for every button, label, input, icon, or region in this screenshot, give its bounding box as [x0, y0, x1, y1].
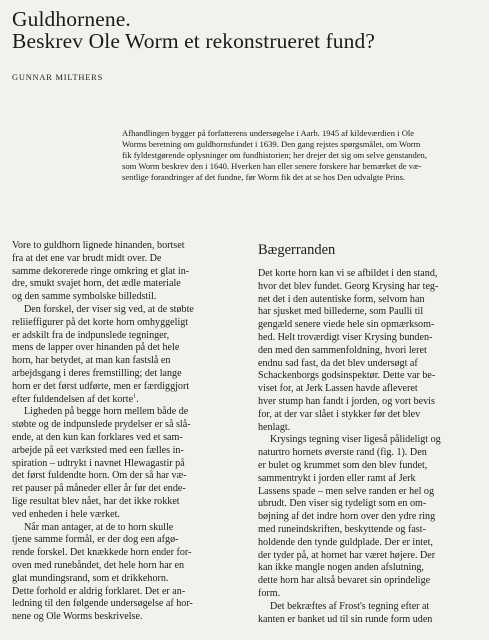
- text-line: viset for, at Jerk Lassen havde afleveret: [258, 383, 418, 395]
- text-line: med runeindskriften, beskyttende og fast-: [258, 523, 426, 535]
- text-line: rende forskel. Det knækkede horn ender for-: [12, 547, 192, 559]
- text-line: og den samme symbolske billedstil.: [12, 291, 157, 303]
- abstract-line: Worms beretning om guldhornsfundet i 1639. Den gang rejstes spørgsmålet, om Worm: [122, 139, 421, 149]
- text-line: net det i den autentiske form, selvom han: [258, 293, 425, 305]
- text-line: sammentrykt i jorden eller ramt af Jerk: [258, 472, 416, 484]
- text-line: den med den sammenfoldning, hvori leret: [258, 344, 427, 356]
- text-line: gengæld senere viede hele sin opmærksom-: [258, 319, 435, 331]
- title-line-2: Beskrev Ole Worm et rekonstrueret fund?: [12, 29, 375, 53]
- paragraph: [258, 268, 484, 434]
- text-line: Det bekræftes af Frost's tegning efter at: [270, 600, 430, 612]
- text-line: kanten er banket ud til sin runde form uden: [258, 613, 433, 625]
- text-line: Det korte horn kan vi se afbildet i den stand,: [258, 268, 438, 279]
- text-line: Krysings tegning viser ligeså pålideligt og: [270, 434, 441, 446]
- abstract-line: fik fyldestgørende oplysninger om fundhistorien; her drejer det sig om selve genstanden,: [122, 150, 428, 160]
- text-line: Vore to guldhorn lignede hinanden, bortset: [12, 240, 185, 251]
- text-line: holdende den tynde guldplade. Der er intet,: [258, 536, 433, 548]
- text-line: nene og Ole Worms beskrivelse.: [12, 611, 143, 623]
- text-line: horn, har betydet, at man kan fastslå en: [12, 355, 171, 367]
- abstract-line: som Worm beskrev den i 1640. Hverken han eller senere forskere har bemærket de væ-: [122, 161, 422, 171]
- paragraph: [12, 304, 242, 406]
- text-line: ende, at den kun kan forklares ved et sam-: [12, 431, 183, 443]
- text-line: er bulet og krummet som den blev fundet,: [258, 459, 428, 471]
- text-fragment: .: [136, 393, 139, 405]
- text-line: ubrudt. Den viser sig tydeligt som en om-: [258, 498, 427, 510]
- text-line: arbejdsgang i deres fremstilling; det lange: [12, 367, 182, 379]
- text-line: Den forskel, der viser sig ved, at de støbte: [24, 303, 194, 315]
- text-line: mens de lapper over hinanden på det hele: [12, 342, 180, 354]
- footnote-marker[interactable]: 1: [133, 393, 137, 400]
- text-line: oven med runebåndet, det hele horn har en: [12, 559, 185, 571]
- text-line: arbejde på eet værksted med een fælles in-: [12, 444, 184, 456]
- paragraph: [12, 522, 242, 624]
- text-line: ved enheden i hele værket.: [12, 508, 120, 520]
- text-line: horn er det først udførte, men er færdiggjort: [12, 380, 190, 392]
- text-line: hed. Helt troværdigt viser Krysing bunden-: [258, 331, 433, 343]
- text-line: Ligheden på begge horn mellem både de: [24, 406, 189, 418]
- section-heading: Bægerranden: [258, 242, 336, 258]
- abstract: [122, 128, 474, 183]
- right-column: [258, 240, 484, 626]
- text-line: [12, 394, 242, 407]
- text-line: hver stump han fandt i jorden, og vort bevis: [258, 395, 435, 407]
- text-line: ret pauser på måneder eller år før det ende-: [12, 483, 186, 495]
- author-name: GUNNAR MILTHERS: [12, 73, 104, 82]
- text-line: for, at der var slået i stykker før det blev: [258, 408, 421, 420]
- text-line: samme dekorerede ringe omkring et glat in-: [12, 265, 190, 277]
- text-line: hvor det blev fundet. Georg Krysing har teg-: [258, 280, 439, 292]
- text-line: det først fuldendte horn. Om der så har væ-: [12, 470, 187, 482]
- text-line: lige resultat blev nået, har det ikke rokket: [12, 495, 180, 507]
- text-line: tjene samme formål, er der dog een afgø-: [12, 534, 179, 546]
- text-line: der tyder på, at hornet har været højere. Der: [258, 549, 436, 561]
- abstract-line: Afhandlingen bygger på forfatterens undersøgelse i Aarb. 1945 af kildeværdien i Ole: [122, 128, 415, 138]
- text-line: Dette forhold er aldrig forklaret. Det er an-: [12, 585, 186, 597]
- paragraph: [12, 406, 242, 521]
- title-line-1: Guldhornene.: [12, 7, 131, 31]
- text-line: dre, smukt svajet horn, det ædle materiale: [12, 278, 181, 290]
- left-column: [12, 240, 242, 624]
- text-line: Lassens spade – men selve randen er hel og: [258, 485, 435, 497]
- text-line: Schackenborgs godsinspektør. Dette var be-: [258, 370, 436, 382]
- text-line: kan ikke mangle nogen anden afslutning,: [258, 562, 424, 574]
- text-line: form.: [258, 587, 281, 599]
- article-title: [12, 8, 482, 52]
- text-line: naturtro hornets øverste rand (fig. 1). Den: [258, 447, 427, 459]
- text-line: glat mundingsrand, som et drikkehorn.: [12, 572, 169, 584]
- text-line: Når man antager, at de to horn skulle: [24, 521, 174, 533]
- text-line: spiration – udtrykt i navnet Hlewagastir på: [12, 457, 185, 469]
- text-fragment: efter fuldendelsen af det korte: [12, 393, 134, 405]
- text-line: bøjning af det indre horn over den ydre ring: [258, 511, 436, 523]
- text-line: er adskilt fra de indpunslede tegninger,: [12, 329, 170, 341]
- text-line: ledning til den følgende undersøgelse af hor-: [12, 598, 193, 610]
- paragraph: [12, 240, 242, 304]
- text-line: reliieffigurer på det korte horn omhyggeligt: [12, 316, 189, 328]
- text-line: dette horn har altså bevaret sin oprindelige: [258, 575, 431, 587]
- text-line: har sjusket med billederne, som Paulli til: [258, 306, 424, 318]
- text-line: endnu sad fast, da det blev undersøgt af: [258, 357, 418, 369]
- text-line: henlagt.: [258, 421, 291, 433]
- paragraph: [258, 434, 484, 600]
- abstract-line: sentlige forandringer af det fundne, før Worm fik det at se hos Den udvalgte Prins.: [122, 172, 406, 182]
- text-line: fra at det ene var brudt midt over. De: [12, 252, 162, 264]
- text-line: støbte og de indpunslede prydelser er så slå-: [12, 419, 191, 431]
- paragraph: [258, 601, 484, 627]
